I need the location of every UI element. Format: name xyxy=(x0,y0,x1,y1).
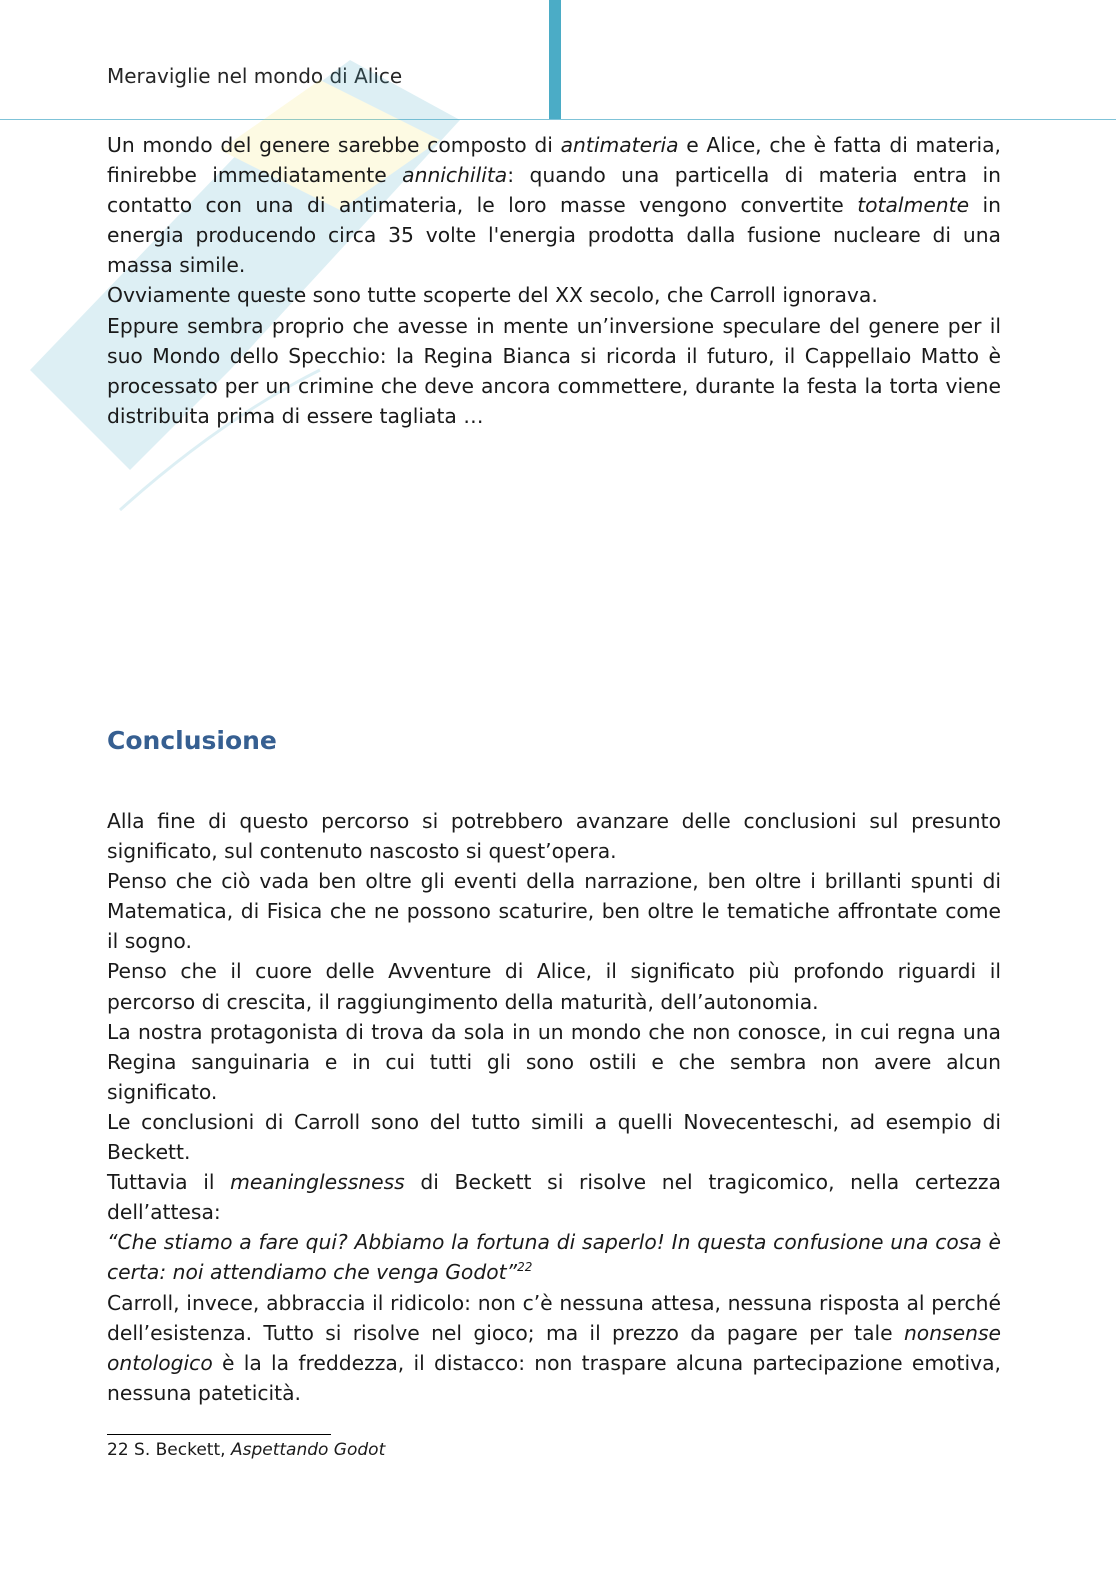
body-section-conclusion xyxy=(107,806,1001,1408)
section-heading-conclusione: Conclusione xyxy=(107,726,277,755)
footnote-reference: 22 xyxy=(517,1260,533,1275)
paragraph-xx-century: Ovviamente queste sono tutte scoperte del XX secolo, che Carroll ignorava. xyxy=(107,283,878,308)
paragraph: Penso che il cuore delle Avventure di Alice, il significato più profondo riguardi il percorso di crescita, il raggiungimento della maturità, dell’autonomia. xyxy=(107,959,1001,1014)
footnote-divider xyxy=(107,1434,331,1435)
quote-godot: “Che stiamo a fare qui? Abbiamo la fortuna di saperlo! In questa confusione una cosa è certa: noi attendiamo che venga Godot”$^{22}$ xyxy=(107,1230,1001,1285)
footnote: 22 S. Beckett, Aspettando Godot xyxy=(107,1440,386,1460)
paragraph: Alla fine di questo percorso si potrebbero avanzare delle conclusioni sul presunto significato, sul contenuto nascosto si quest’opera. xyxy=(107,809,1001,864)
paragraph-mirror-world: Eppure sembra proprio che avesse in mente un’inversione speculare del genere per il suo Mondo dello Specchio: la Regina Bianca si ricorda il futuro, il Cappellaio Matto è processato per un crimine che deve ancora commettere, durante la festa la torta viene distribuita prima di essere tagliata … xyxy=(107,313,1001,428)
paragraph: Penso che ciò vada ben oltre gli eventi della narrazione, ben oltre i brillanti spunti di Matematica, di Fisica che ne possono scaturire, ben oltre le tematiche affrontate come il sogno. xyxy=(107,869,1001,954)
paragraph-carroll: Carroll, invece, abbraccia il ridicolo: non c’è nessuna attesa, nessuna risposta al perché dell’esistenza. Tutto si risolve nel gioco; ma il prezzo da pagare per tale nonsense ontologico è la la freddezza, il distacco: non traspare alcuna partecipazione emotiva, nessuna pateticità. xyxy=(107,1290,1001,1405)
paragraph: Le conclusioni di Carroll sono del tutto simili a quelli Novecenteschi, ad esempio di Beckett. xyxy=(107,1109,1001,1165)
paragraph-beckett: Tuttavia il meaninglessness di Beckett si risolve nel tragicomico, nella certezza dell’attesa: xyxy=(107,1170,1001,1225)
header-accent-bar xyxy=(549,0,561,120)
body-section-antimatter xyxy=(107,130,1001,431)
header-rule xyxy=(0,119,1116,120)
paragraph-antimatter: Un mondo del genere sarebbe composto di antimateria e Alice, che è fatta di materia, finirebbe immediatamente annichilita: quando una particella di materia entra in contatto con una di antimateria, le loro masse vengono convertite totalmente in energia producendo circa 35 volte l'energia prodotta dalla fusione nucleare di una massa simile. xyxy=(107,133,1002,278)
paragraph: La nostra protagonista di trova da sola in un mondo che non conosce, in cui regna una Regina sanguinaria e in cui tutti gli sono ostili e che sembra non avere alcun significato. xyxy=(107,1019,1001,1104)
page-header-title: Meraviglie nel mondo di Alice xyxy=(107,64,403,88)
